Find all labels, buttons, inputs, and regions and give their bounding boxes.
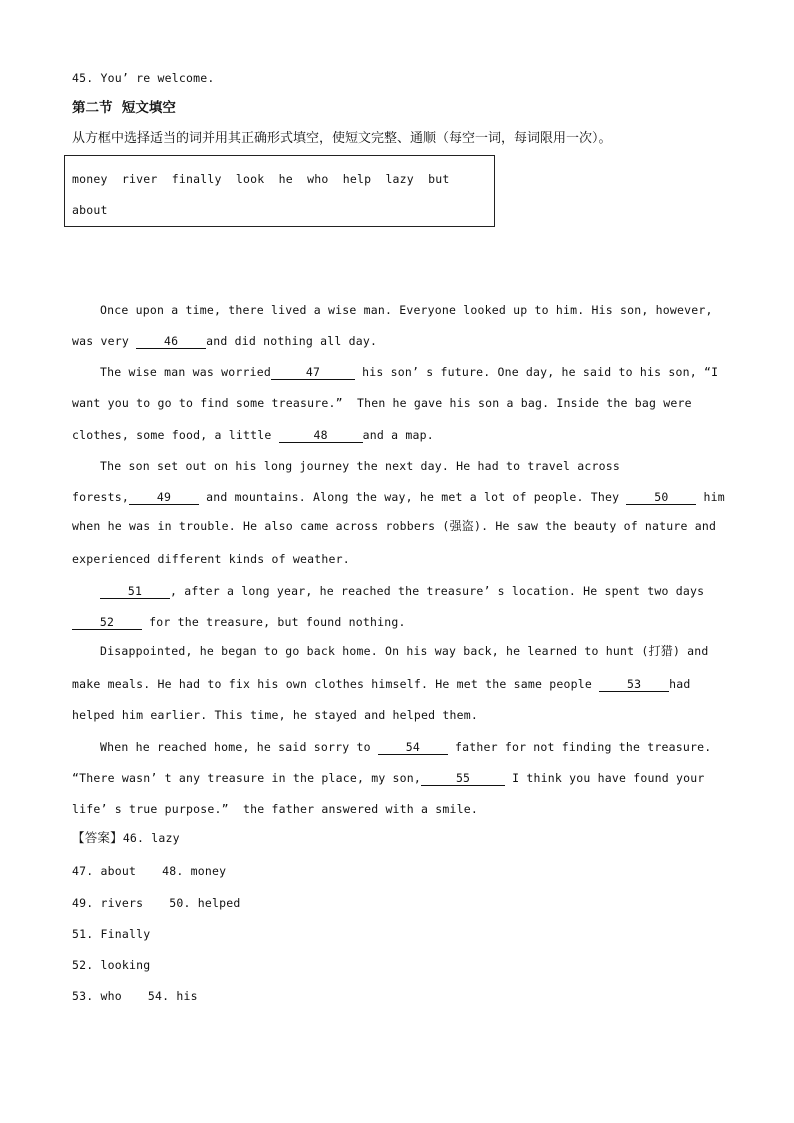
question-45-answer: 45. You’ re welcome. xyxy=(72,71,215,85)
passage-line: was very 46 and did nothing all day. xyxy=(72,334,378,348)
passage-line: experienced different kinds of weather. xyxy=(72,552,350,566)
word-box-line-1: money river finally look he who help lazy but xyxy=(72,172,450,186)
answer-line: 53. who 54. his xyxy=(72,989,198,1003)
passage-line: Once upon a time, there lived a wise man. Everyone looked up to him. His son, however, xyxy=(100,303,713,317)
section-title: 第二节 短文填空 xyxy=(72,100,176,116)
passage-line: life’ s true purpose.” the father answered with a smile. xyxy=(72,802,479,816)
blank-53: 53 xyxy=(599,677,669,692)
passage-line: forests, 49 and mountains. Along the way, he met a lot of people. They 50 him xyxy=(72,490,725,504)
blank-51: 51 xyxy=(100,584,170,599)
blank-55: 55 xyxy=(421,771,505,786)
answer-line: 【答案】46. lazy xyxy=(72,830,180,845)
blank-54: 54 xyxy=(378,740,448,755)
answer-tag: 【答案】 xyxy=(72,830,123,845)
passage-line: clothes, some food, a little 48 and a map. xyxy=(72,428,434,442)
answer-line: 47. about 48. money xyxy=(72,864,227,878)
blank-52: 52 xyxy=(72,615,142,630)
passage-line: When he reached home, he said sorry to 54 father for not finding the treasure. xyxy=(100,740,712,754)
blank-48: 48 xyxy=(279,428,363,443)
passage-line: make meals. He had to fix his own clothes himself. He met the same people 53 had xyxy=(72,677,691,691)
blank-50: 50 xyxy=(626,490,696,505)
passage-line: 51 , after a long year, he reached the treasure’ s location. He spent two days xyxy=(100,583,704,599)
passage-line: want you to go to find some treasure.” Then he gave his son a bag. Inside the bag were xyxy=(72,396,692,410)
passage-line: when he was in trouble. He also came across robbers (强盗). He saw the beauty of nature and xyxy=(72,519,717,533)
section-instruction: 从方框中选择适当的词并用其正确形式填空，使短文完整、通顺（每空一词，每词限用一次）。 xyxy=(72,131,612,146)
blank-46: 46 xyxy=(136,334,206,349)
blank-47: 47 xyxy=(271,365,355,380)
answer-line: 52. looking xyxy=(72,958,151,972)
passage-line: “There wasn’ t any treasure in the place, my son, 55 I think you have found your xyxy=(72,771,705,785)
passage-line: The son set out on his long journey the next day. He had to travel across xyxy=(100,459,621,473)
passage-line: 52 for the treasure, but found nothing. xyxy=(72,614,406,630)
word-box xyxy=(64,155,495,227)
passage-line: helped him earlier. This time, he stayed and helped them. xyxy=(72,708,479,722)
word-box-line-2: about xyxy=(72,203,108,217)
passage-line: Disappointed, he began to go back home. On his way back, he learned to hunt (打猎) and xyxy=(100,644,709,658)
answer-line: 49. rivers 50. helped xyxy=(72,896,241,910)
blank-49: 49 xyxy=(129,490,199,505)
passage-line: The wise man was worried 47 his son’ s future. One day, he said to his son, “I xyxy=(100,365,719,379)
answer-line: 51. Finally xyxy=(72,927,151,941)
